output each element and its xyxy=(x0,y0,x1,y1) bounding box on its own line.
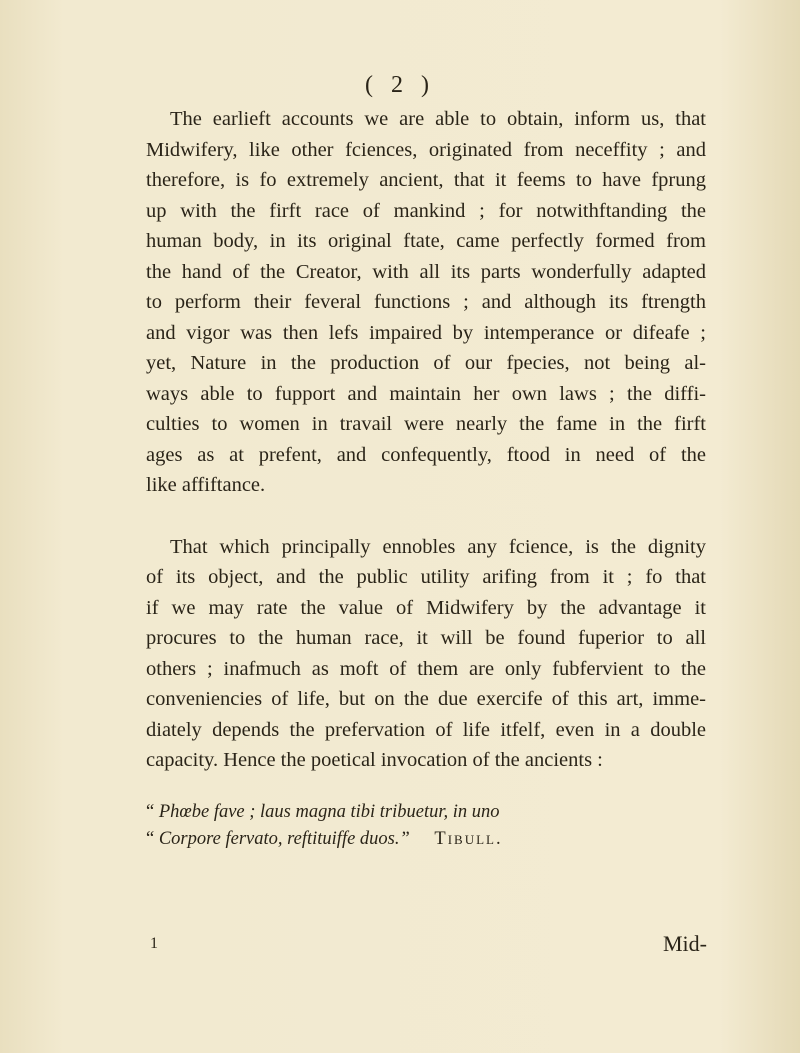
text-line: like affiftance. xyxy=(146,474,266,496)
text-line: The earlieft accounts we are able to obtain, inform us, that xyxy=(170,108,706,130)
text-line: yet, Nature in the production of our fpecies, not being al- xyxy=(146,352,706,374)
catchword: Mid- xyxy=(663,931,707,956)
text-line: conveniencies of life, but on the due exercife of this art, imme- xyxy=(146,688,706,710)
quote-author: Tibull. xyxy=(434,828,503,849)
quote-mark: “ xyxy=(146,828,155,849)
text-line: procures to the human race, it will be found fuperior to all xyxy=(146,627,706,649)
text-line: up with the firft race of mankind ; for notwithftanding the xyxy=(146,199,706,222)
text-line: of its object, and the public utility arifing from it ; fo that xyxy=(146,566,706,588)
paragraph-1 xyxy=(146,104,706,501)
text-line: the hand of the Creator, with all its parts wonderfully adapted xyxy=(146,260,706,283)
quote-text-1: Phœbe fave ; laus magna tibi tribuetur, in uno xyxy=(158,801,500,822)
quotation-line-1 xyxy=(146,799,706,826)
text-line: Midwifery, like other fciences, originated from neceffity ; and xyxy=(146,138,706,161)
text-line: capacity. Hence the poetical invocation of the ancients : xyxy=(146,749,603,771)
paragraph-2 xyxy=(146,532,706,776)
page-number-header: ( 2 ) xyxy=(365,72,435,98)
text-line: and vigor was then lefs impaired by intemperance or difeafe ; xyxy=(146,321,706,344)
text-line: others ; inafmuch as moft of them are only fubfervient to the xyxy=(146,657,706,680)
text-line: diately depends the prefervation of life itfelf, even in a double xyxy=(146,718,706,741)
signature-mark: 1 xyxy=(150,935,158,952)
quote-mark: “ xyxy=(146,801,155,822)
page-footer xyxy=(0,931,800,961)
text-line: That which principally ennobles any fcience, is the dignity xyxy=(170,535,706,558)
text-line: ages as at prefent, and confequently, ftood in need of the xyxy=(146,443,706,466)
text-line: therefore, is fo extremely ancient, that it feems to have fprung xyxy=(146,169,706,191)
quote-text-2: Corpore fervato, reftituiffe duos.” xyxy=(158,828,410,849)
text-line: culties to women in travail were nearly the fame in the firft xyxy=(146,413,706,435)
text-line: to perform their feveral functions ; and although its ftrength xyxy=(146,291,706,313)
text-line: if we may rate the value of Midwifery by the advantage it xyxy=(146,596,706,619)
text-line: ways able to fupport and maintain her own laws ; the diffi- xyxy=(146,382,706,405)
latin-quotation xyxy=(146,799,706,853)
body-text xyxy=(146,104,706,853)
text-line: human body, in its original ftate, came perfectly formed from xyxy=(146,230,706,252)
quotation-line-2 xyxy=(146,826,706,853)
